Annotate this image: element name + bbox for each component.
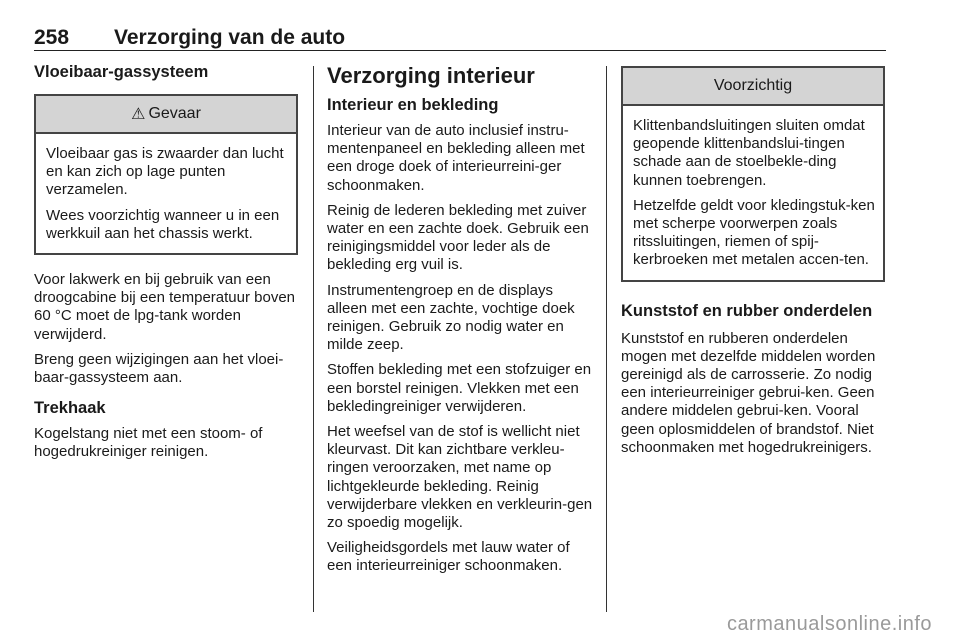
- danger-box-body: [36, 134, 296, 253]
- caution-paragraph: Hetzelfde geldt voor kledingstuk-ken met scherpe voorwerpen zoals ritssluitingen, riemen of spij-kerbroeken met metalen accen-ten.: [633, 196, 875, 269]
- page-number: 258: [34, 26, 70, 49]
- danger-box-header: [36, 96, 296, 134]
- body-paragraph: Voor lakwerk en bij gebruik van een droogcabine bij een temperatuur boven 60 °C moet de lpg-tank worden verwijderd.: [34, 271, 296, 343]
- danger-box: [34, 94, 298, 255]
- column-divider: [606, 66, 607, 612]
- watermark: carmanualsonline.info: [726, 613, 932, 635]
- body-paragraph: Kunststof en rubberen onderdelen mogen met dezelfde middelen worden gereinigd als de carrosserie. Zo nodig een interieurreiniger gebrui-ken. Geen andere middelen gebrui-ken. Vooral geen oplosmiddelen of brandstof. Niet schoonmaken met hogedrukreinigers.: [621, 329, 876, 456]
- column-divider: [313, 66, 314, 612]
- section-title-plastic-rubber: Kunststof en rubber onderdelen: [621, 301, 873, 320]
- section-title-interior-care: Verzorging interieur: [327, 63, 535, 88]
- body-paragraph: Het weefsel van de stof is wellicht niet kleurvast. Dit kan zichtbare verkleu-ringen veroorzaken, met name op lichtgekleurde bekleding. Reinig verwijderbare vlekken en verkleurin-gen zo spoedig mogelijk.: [327, 423, 593, 532]
- body-paragraph: Interieur van de auto inclusief instru-mentenpaneel en bekleding alleen met een droge doek of interieurreini-ger schoonmaken.: [327, 122, 585, 194]
- danger-box-title: Gevaar: [148, 105, 201, 122]
- danger-paragraph: Wees voorzichtig wanneer u in een werkkuil aan het chassis werkt.: [46, 206, 280, 242]
- section-title-lpg: Vloeibaar-gassysteem: [34, 63, 209, 81]
- caution-box-header: [623, 68, 883, 106]
- column-middle: [327, 62, 593, 583]
- caution-box-title: Voorzichtig: [713, 77, 793, 94]
- warning-triangle-icon: ⚠: [131, 106, 146, 123]
- column-right: [621, 62, 885, 464]
- body-paragraph: Instrumentengroep en de displays alleen met een zachte, vochtige doek reinigen. Gebruik zo nodig water en milde zeep.: [327, 281, 575, 354]
- caution-box: [621, 66, 885, 282]
- body-paragraph: Stoffen bekleding met een stofzuiger en een borstel reinigen. Vlekken met een bekledingreiniger verwijderen.: [327, 361, 592, 415]
- body-paragraph: Reinig de lederen bekleding met zuiver water en een zachte doek. Gebruik een reinigingsmiddel voor leder als de bekleding erg vuil is.: [327, 201, 589, 274]
- body-paragraph: Kogelstang niet met een stoom- of hogedrukreiniger reinigen.: [34, 425, 263, 461]
- danger-paragraph: Vloeibaar gas is zwaarder dan lucht en kan zich op lage punten verzamelen.: [46, 145, 284, 199]
- body-paragraph: Breng geen wijzigingen aan het vloei-baar-gassysteem aan.: [34, 350, 284, 387]
- chapter-title: Verzorging van de auto: [114, 26, 346, 49]
- caution-paragraph: Klittenbandsluitingen sluiten omdat geopende klittenbandslui-tingen schade aan de stoelbekle-ding kunnen toebrengen.: [633, 117, 865, 189]
- caution-box-body: [623, 106, 883, 280]
- subsection-title-upholstery: Interieur en bekleding: [327, 96, 499, 114]
- column-left: [34, 62, 298, 469]
- page-header: [34, 26, 886, 51]
- section-title-towbar: Trekhaak: [34, 399, 106, 418]
- body-paragraph: Veiligheidsgordels met lauw water of een interieurreiniger schoonmaken.: [327, 539, 570, 575]
